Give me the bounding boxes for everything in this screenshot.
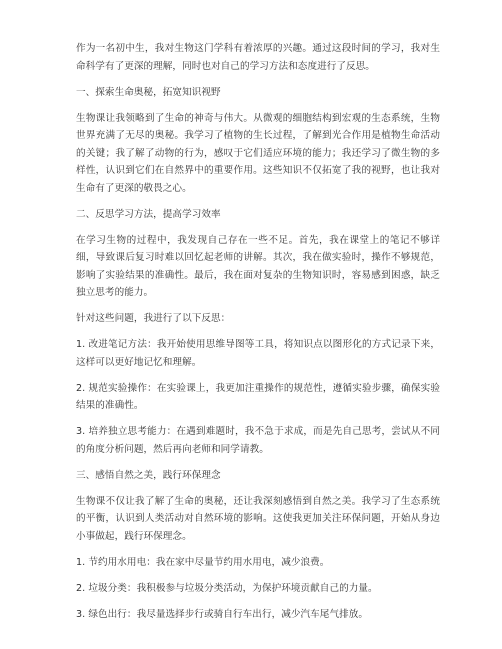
section2-paragraph: 在学习生物的过程中，我发现自己存在一些不足。首先，我在课堂上的笔记不够详细，导致课后复习时难以回忆起老师的讲解。其次，我在做实验时，操作不够规范，影响了实验结果的准确性。最后，我在面对复杂的生物知识时，容易感到困惑，缺乏独立思考的能力。	[76, 234, 440, 298]
section3-paragraph: 生物课不仅让我了解了生命的奥秘，还让我深刻感悟到自然之美。我学习了生态系统的平衡，认识到人类活动对自然环境的影响。这使我更加关注环保问题，开始从身边小事做起，践行环保理念。	[76, 495, 440, 542]
section1-paragraph: 生物课让我领略到了生命的神奇与伟大。从微观的细胞结构到宏观的生态系统，生物世界充满了无尽的奥秘。我学习了植物的生长过程，了解到光合作用是植物生命活动的关键；我了解了动物的行为，感叹于它们适应环境的能力；我还学习了微生物的多样性，认识到它们在自然界中的重要作用。这些知识不仅拓宽了我的视野，也让我对生命有了更深的敬畏之心。	[76, 112, 440, 194]
list-item: 1. 节约用水用电：我在家中尽量节约用水用电，减少浪费。	[76, 556, 330, 568]
intro-paragraph: 作为一名初中生，我对生物这门学科有着浓厚的兴趣。通过这段时间的学习，我对生命科学有了更深的理解，同时也对自己的学习方法和态度进行了反思。	[76, 43, 440, 72]
list-item: 3. 培养独立思考能力：在遇到难题时，我不急于求成，而是先自己思考，尝试从不同的角度分析问题，然后再向老师和同学请教。	[76, 426, 440, 455]
section2-lead: 针对这些问题，我进行了以下反思：	[76, 313, 231, 324]
section1-heading: 一、探索生命奥秘，拓宽知识视野	[76, 86, 221, 98]
list-item: 1. 改进笔记方法：我开始使用思维导图等工具，将知识点以图形化的方式记录下来，这样可以更好地记忆和理解。	[76, 339, 440, 368]
list-item: 2. 规范实验操作：在实验课上，我更加注重操作的规范性，遵循实验步骤，确保实验结果的准确性。	[76, 382, 440, 411]
list-item: 2. 垃圾分类：我积极参与垃圾分类活动，为保护环境贡献自己的力量。	[76, 582, 378, 594]
section2-heading: 二、反思学习方法，提高学习效率	[76, 208, 221, 220]
section3-heading: 三、感悟自然之美，践行环保理念	[76, 469, 221, 481]
list-item: 3. 绿色出行：我尽量选择步行或骑自行车出行，减少汽车尾气排放。	[76, 608, 369, 620]
